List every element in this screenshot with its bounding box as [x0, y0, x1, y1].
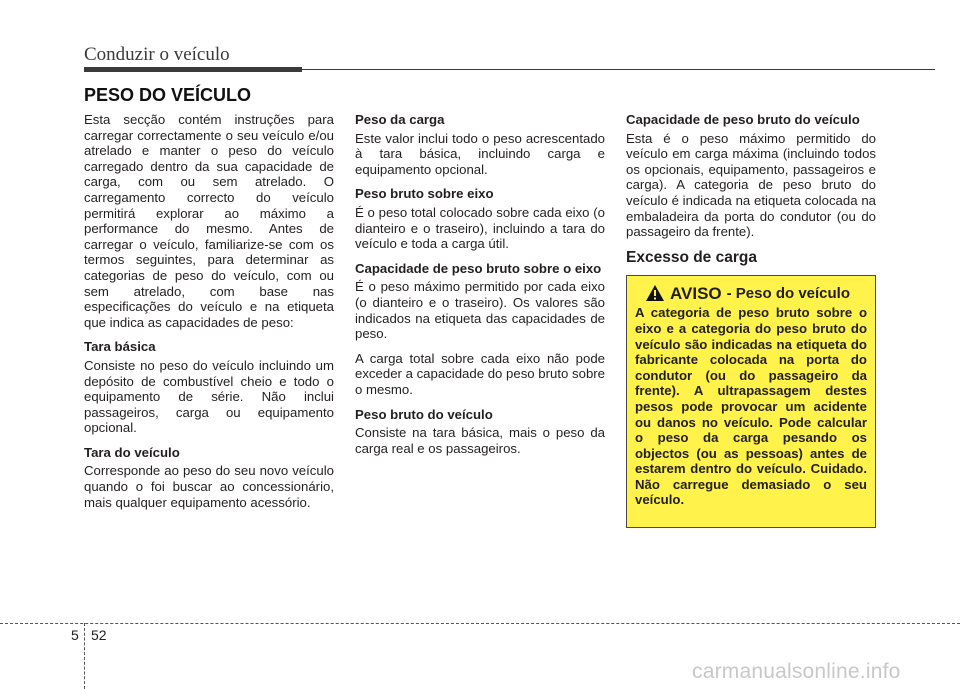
peso-bruto-veiculo-text: Consiste na tara básica, mais o peso da carga real e os passageiros.: [355, 425, 605, 456]
chapter-title: Conduzir o veículo: [84, 44, 230, 65]
chapter-number: 5: [71, 627, 79, 643]
capacidade-veiculo-heading: Capacidade de peso bruto do veículo: [626, 112, 860, 127]
warning-text: A categoria de peso bruto sobre o eixo e a categoria do peso bruto do veículo são indicadas na etiqueta do fabricante colocada na porta do condutor (ou do passageiro da frente). A ultrapassagem destes pesos pode provocar um acidente ou danos no veículo. Pode calcular o peso da carga pesando os objectos (ou as pessoas) antes de estarem dentro do veículo. Cuidado. Não carregue demasiado o seu veículo.: [635, 305, 867, 508]
column-1: [84, 112, 334, 519]
warning-box: [626, 275, 876, 528]
section-title: PESO DO VEÍCULO: [84, 85, 252, 105]
peso-bruto-eixo-text: É o peso total colocado sobre cada eixo (o dianteiro e o traseiro), incluindo a tara do veículo e toda a carga útil.: [355, 204, 605, 252]
column-3: [626, 112, 876, 528]
capacidade-eixo-text-1: É o peso máximo permitido por cada eixo (o dianteiro e o traseiro). Os valores são indicados na etiqueta das capacidades de peso.: [355, 279, 605, 342]
warning-subtitle: - Peso do veículo: [726, 284, 851, 302]
warning-triangle-icon: [645, 284, 665, 302]
peso-carga-heading: Peso da carga: [355, 112, 445, 127]
header-bar: [84, 67, 302, 72]
tara-basica-heading: Tara básica: [84, 339, 156, 355]
capacidade-eixo-heading: Capacidade de peso bruto sobre o eixo: [355, 260, 602, 276]
tara-veiculo-text: Corresponde ao peso do seu novo veículo quando o foi buscar ao concessionário, mais qualquer equipamento acessório.: [84, 463, 334, 510]
capacidade-eixo-text-2: A carga total sobre cada eixo não pode exceder a capacidade do peso bruto sobre o mesmo.: [355, 350, 606, 397]
capacidade-veiculo-text: Esta é o peso máximo permitido do veículo em carga máxima (incluindo todos os opcionais, equipamento, passageiros e carga). A categoria de peso bruto do veículo é indicada na etiqueta colocada na embaladeira da porta do condutor (ou do passageiro da frente).: [626, 130, 876, 240]
column-2: [355, 112, 605, 465]
tara-veiculo-heading: Tara do veículo: [84, 444, 180, 460]
header-rule: [302, 69, 935, 70]
watermark: carmanualsonline.info: [692, 660, 901, 683]
tara-basica-text: Consiste no peso do veículo incluindo um depósito de combustível cheio e todo o equipamento de série. Não inclui passageiros, carga ou equipamento opcional.: [84, 357, 334, 436]
peso-bruto-veiculo-heading: Peso bruto do veículo: [355, 406, 493, 422]
intro-paragraph: Esta secção contém instruções para carregar correctamente o seu veículo e/ou atrelado e manter o peso do veículo carregado dentro da sua capacidade de carga, com ou sem atrelado. O carregamento correcto do veículo permitirá explorar ao máximo a performance do mesmo. Antes de carregar o veículo, familiarize-se com os termos seguintes, para determinar as categorias de peso do veículo, com ou sem atrelado, com base nas especificações do veículo e na etiqueta que indica as capacidades de peso:: [84, 112, 334, 330]
page-number: 52: [91, 627, 107, 643]
footer-divider: [0, 623, 960, 624]
peso-bruto-eixo-heading: Peso bruto sobre eixo: [355, 186, 494, 202]
warning-title: AVISO: [670, 283, 722, 303]
footer-vertical-divider: [84, 623, 85, 689]
peso-carga-text: Este valor inclui todo o peso acrescentado à tara básica, incluindo carga e equipamento opcional.: [355, 130, 605, 177]
excesso-carga-heading: Excesso de carga: [626, 248, 757, 266]
warning-header: [645, 284, 867, 302]
